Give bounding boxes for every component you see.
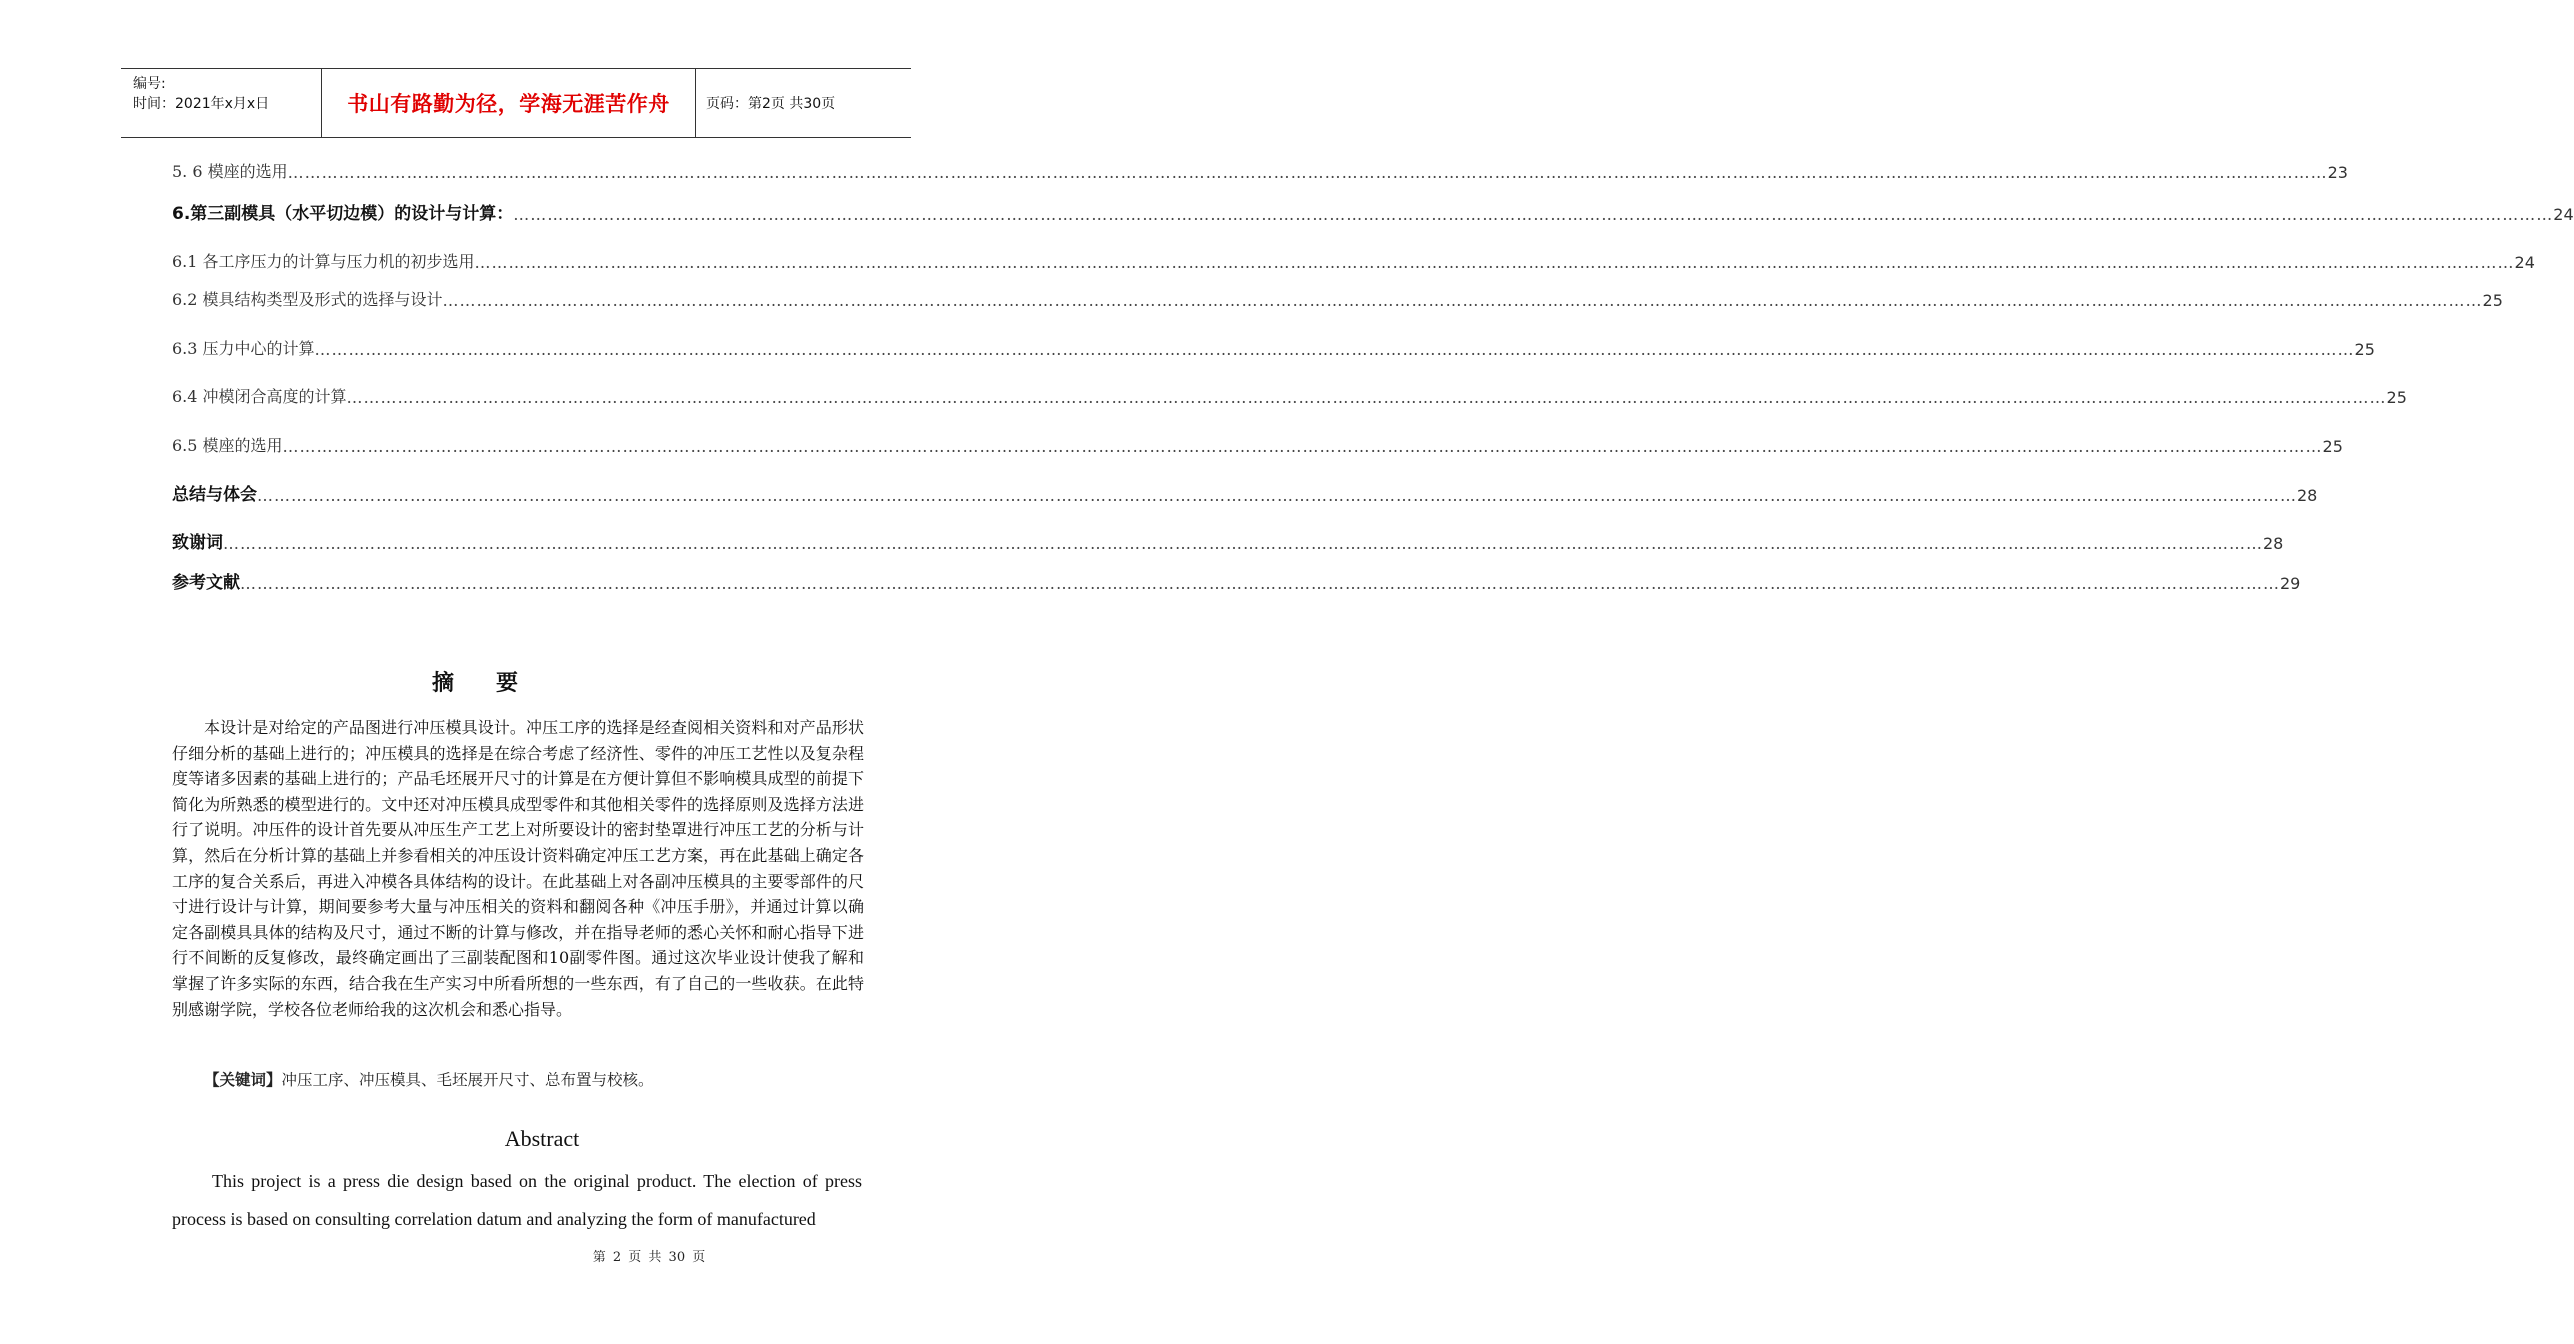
toc-title: 6.5 模座的选用 xyxy=(172,436,283,455)
toc-leader-dots: ……………………………………………………………………………………………………………………………………………………………………………………………………………………………………………………………………………………………………………………………… xyxy=(442,291,2483,310)
toc-title: 致谢词 xyxy=(172,533,223,553)
toc-leader-dots: ……………………………………………………………………………………………………………………………………………………………………………………………………………………………………………………………………………………………………………………………… xyxy=(287,163,2328,182)
keywords-text: 冲压工序、冲压模具、毛坯展开尺寸、总布置与校核。 xyxy=(281,1071,654,1089)
toc-title: 6.4 冲模闭合高度的计算 xyxy=(172,387,347,406)
page-footer: 第 2 页 共 30 页 xyxy=(592,1250,706,1265)
abstract-paragraph: 本设计是对给定的产品图进行冲压模具设计。冲压工序的选择是经查阅相关资料和对产品形状仔细分析的基础上进行的；冲压模具的选择是在综合考虑了经济性、零件的冲压工艺性以及复杂程度等诸多因素的基础上进行的；产品毛坯展开尺寸的计算是在方便计算但不影响模具成型的前提下简化为所熟悉的模型进行的。文中还对冲压模具成型零件和其他相关零件的选择原则及选择方法进行了说明。冲压件的设计首先要从冲压生产工艺上对所要设计的密封垫罩进行冲压工艺的分析与计算，然后在分析计算的基础上并参看相关的冲压设计资料确定冲压工艺方案，再在此基础上确定各工序的复合关系后，再进入冲模各具体结构的设计。在此基础上对各副冲压模具的主要零部件的尺寸进行设计与计算，期间要参考大量与冲压相关的资料和翻阅各种《冲压手册》，并通过计算以确定各副模具具体的结构及尺寸，通过不断的计算与修改，并在指导老师的悉心关怀和耐心指导下进行不间断的反复修改，最终确定画出了三副装配图和10副零件图。通过这次毕业设计使我了解和掌握了许多实际的东西，结合我在生产实习中所看所想的一些东西，有了自己的一些收获。在此特别感谢学院，学校各位老师给我的这次机会和悉心指导。 xyxy=(172,718,864,1019)
toc-entry xyxy=(172,430,2343,456)
keywords-label: 【关键词】 xyxy=(204,1071,282,1089)
toc-entry xyxy=(172,156,2348,182)
toc-entry xyxy=(172,333,2375,359)
toc-page-number: 29 xyxy=(2280,574,2301,593)
abstract-body xyxy=(172,715,864,1022)
toc-title: 6.2 模具结构类型及形式的选择与设计 xyxy=(172,290,443,309)
toc-leader-dots: ……………………………………………………………………………………………………………………………………………………………………………………………………………………………………………………………………………………………………………………………… xyxy=(513,205,2554,224)
toc-page-number: 28 xyxy=(2297,486,2318,505)
toc-entry xyxy=(172,284,2503,310)
motto-text: 书山有路勤为径，学海无涯苦作舟 xyxy=(347,92,670,116)
toc-entry xyxy=(172,246,2535,272)
toc-title: 5. 6 模座的选用 xyxy=(172,162,288,181)
page-header xyxy=(121,68,911,138)
toc-entry xyxy=(172,198,2574,224)
toc-title: 6.3 压力中心的计算 xyxy=(172,339,315,358)
page-info: 页码：第2页 共30页 xyxy=(706,96,836,112)
toc-page-number: 25 xyxy=(2322,437,2343,456)
toc-entry xyxy=(172,567,2301,593)
toc-leader-dots: ……………………………………………………………………………………………………………………………………………………………………………………………………………………………………………………………………………………………………………………………… xyxy=(314,340,2355,359)
toc-title: 参考文献 xyxy=(172,573,240,593)
toc-page-number: 25 xyxy=(2386,388,2407,407)
header-motto-cell xyxy=(322,69,696,137)
english-abstract-title: Abstract xyxy=(504,1126,580,1151)
toc-title: 6.1 各工序压力的计算与压力机的初步选用 xyxy=(172,252,475,271)
abstract-title: 摘要 xyxy=(431,670,560,696)
toc-page-number: 24 xyxy=(2514,253,2535,272)
toc-entry xyxy=(172,527,2284,553)
toc-page-number: 23 xyxy=(2327,163,2348,182)
toc-leader-dots: ……………………………………………………………………………………………………………………………………………………………………………………………………………………………………………………………………………………………………………………………… xyxy=(474,253,2515,272)
toc-title: 6.第三副模具（水平切边模）的设计与计算： xyxy=(172,204,514,224)
english-abstract-body xyxy=(172,1162,862,1238)
toc-entry xyxy=(172,479,2318,505)
toc-leader-dots: ……………………………………………………………………………………………………………………………………………………………………………………………………………………………………………………………………………………………………………………………… xyxy=(240,574,2280,593)
keywords-line xyxy=(204,1068,654,1090)
toc-leader-dots: ……………………………………………………………………………………………………………………………………………………………………………………………………………………………………………………………………………………………………………………………… xyxy=(282,437,2323,456)
toc-leader-dots: ……………………………………………………………………………………………………………………………………………………………………………………………………………………………………………………………………………………………………………………………… xyxy=(346,388,2387,407)
toc-leader-dots: ……………………………………………………………………………………………………………………………………………………………………………………………………………………………………………………………………………………………………………………………… xyxy=(223,534,2263,553)
toc-entry xyxy=(172,381,2407,407)
serial-label: 编号: xyxy=(133,76,166,92)
toc-page-number: 25 xyxy=(2482,291,2503,310)
english-paragraph: This project is a press die design based on the original product. The election of press process is based on consulting correlation datum and analyzing the form of manufactured xyxy=(172,1171,862,1229)
header-meta xyxy=(121,69,322,137)
header-page-cell xyxy=(696,69,911,137)
toc-page-number: 25 xyxy=(2354,340,2375,359)
toc-page-number: 28 xyxy=(2263,534,2284,553)
toc-title: 总结与体会 xyxy=(172,485,257,505)
toc-leader-dots: ……………………………………………………………………………………………………………………………………………………………………………………………………………………………………………………………………………………………………………………………… xyxy=(257,486,2297,505)
time-label: 时间：2021年x月x日 xyxy=(133,96,270,112)
toc-page-number: 24 xyxy=(2553,205,2574,224)
